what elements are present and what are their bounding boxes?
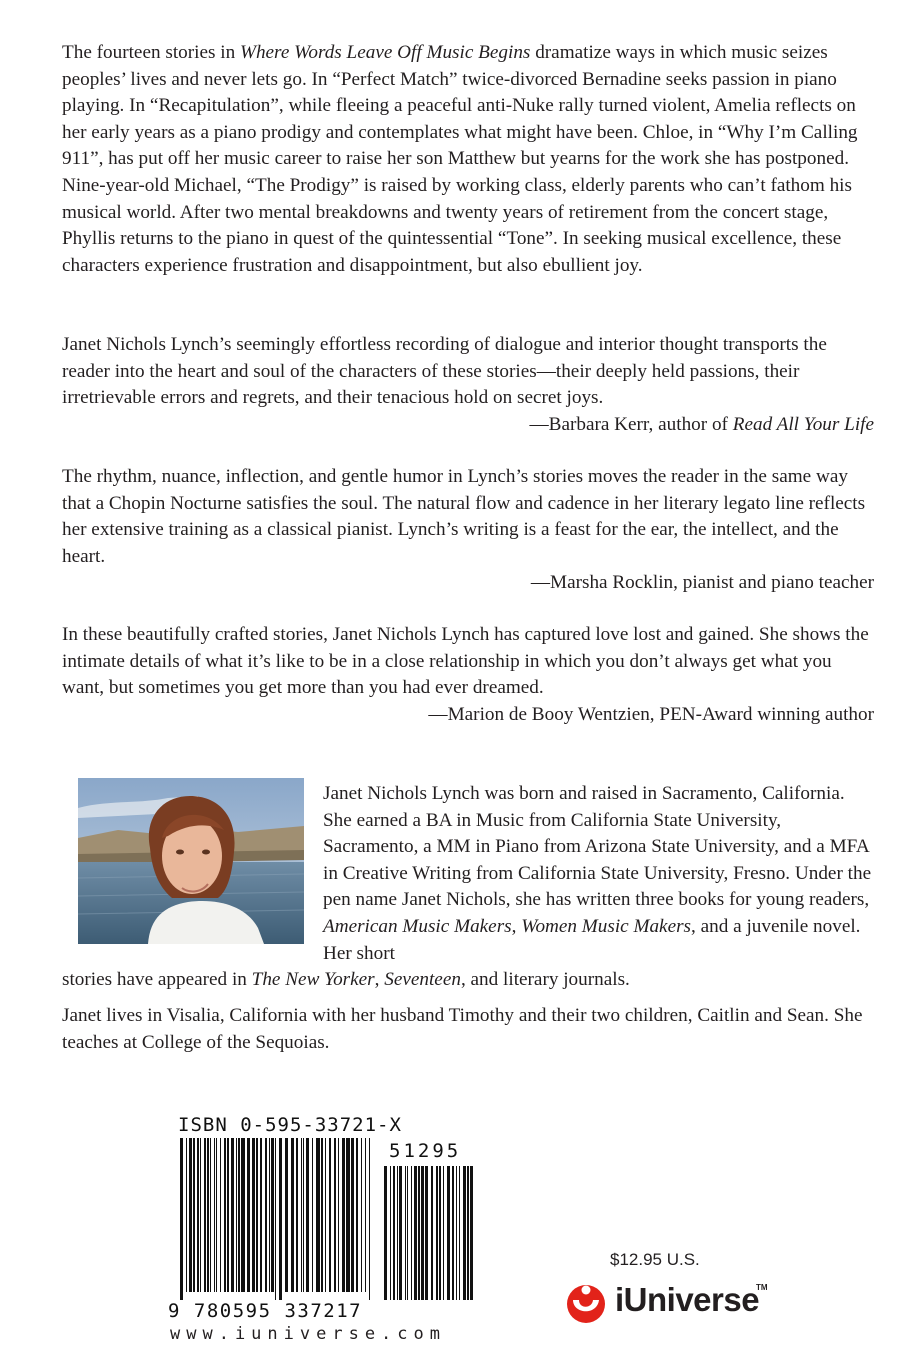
barcode-bar — [220, 1138, 221, 1292]
iuniverse-logo-icon — [565, 1278, 613, 1326]
attribution-name: —Barbara Kerr, author of — [529, 413, 733, 435]
trademark-symbol: TM — [756, 1283, 768, 1292]
barcode-bar — [180, 1138, 183, 1300]
barcode-bar — [306, 1138, 309, 1292]
barcode-bar — [411, 1166, 412, 1300]
barcode-bar — [189, 1138, 192, 1292]
barcode-bar — [238, 1138, 240, 1292]
barcode-bar — [361, 1138, 362, 1292]
barcode-bar — [431, 1166, 433, 1300]
barcode-bar — [384, 1166, 387, 1300]
iuniverse-logo — [565, 1278, 775, 1328]
barcode-bar — [439, 1166, 441, 1300]
isbn-number: ISBN 0-595-33721-X — [178, 1114, 402, 1136]
blurb-text-rest: dramatize ways in which music seizes peoples’ lives and never lets go. In “Perfect Match” twice-divorced Bernadine seeks passion in piano playing. In “Recapitulation”, while fleeing a peaceful anti-Nuke rally turned violent, Amelia reflects on her early years as a piano prodigy and contemplates what might have been. Chloe, in “Why I’m Calling 911”, has put off her music career to raise her son Matthew but yearns for the work she has postponed. Nine-year-old Michael, “The Prodigy” is raised by working class, elderly parents who can’t fathom his musical world. After two mental breakdowns and twenty years of retirement from the concert stage, Phyllis returns to the piano in quest of the quintessential “Tone”. In seeking musical excellence, these characters experience frustration and disappointment, but also ebullient joy. — [62, 42, 858, 276]
review-rocklin — [62, 464, 874, 597]
magazine-seventeen: Seventeen — [384, 969, 461, 990]
barcode-bar — [459, 1166, 460, 1300]
barcode-bar — [399, 1166, 402, 1300]
price-code: 51295 — [389, 1140, 462, 1162]
barcode-bar — [236, 1138, 237, 1292]
barcode-bar — [369, 1138, 370, 1300]
barcode-bar — [414, 1166, 417, 1300]
barcode-bar — [407, 1166, 408, 1300]
barcode-bar — [321, 1138, 323, 1292]
attribution-book-title: Read All Your Life — [732, 413, 874, 435]
barcode-bar — [275, 1138, 276, 1300]
barcode-bar — [285, 1138, 288, 1292]
book-women-music-makers: Women Music Makers — [521, 915, 692, 937]
review-text: Janet Nichols Lynch’s seemingly effortless recording of dialogue and interior thought transports the reader into the heart and soul of the characters of these stories—their deeply held passions, their irretrievable errors and regrets, and their tenacious hold on secret joys. — [62, 334, 827, 409]
barcode-bar — [193, 1138, 195, 1292]
barcode-bar — [452, 1166, 454, 1300]
logo-wordmark: iUniverse — [615, 1281, 760, 1318]
author-bio — [323, 781, 875, 967]
barcode-bar — [342, 1138, 345, 1292]
barcode-bar — [207, 1138, 209, 1292]
magazine-new-yorker: The New Yorker — [251, 969, 375, 990]
barcode-bar — [418, 1166, 420, 1300]
barcode-bar — [296, 1138, 298, 1292]
review-text: In these beautifully crafted stories, Janet Nichols Lynch has captured love lost and gained. She shows the intimate details of what it’s like to be in a close relationship in which you don’t always get what you want, but sometimes you get more than you had ever dreamed. — [62, 624, 869, 699]
book-title: Where Words Leave Off Music Begins — [239, 42, 531, 63]
barcode-bar — [329, 1138, 331, 1292]
price-label: $12.95 U.S. — [610, 1250, 700, 1269]
barcode-bar — [390, 1166, 391, 1300]
barcode-bar — [346, 1138, 350, 1292]
barcode-bar — [210, 1138, 211, 1292]
bio-text-end: , and literary journals. — [460, 969, 630, 990]
barcode-bar — [231, 1138, 234, 1292]
barcode-bar — [303, 1138, 304, 1292]
barcode-bar — [447, 1166, 450, 1300]
barcode-bar — [405, 1166, 406, 1300]
isbn-barcode — [168, 1114, 478, 1324]
barcode-bar — [325, 1138, 326, 1292]
book-american-music-makers: American Music Makers — [323, 915, 512, 937]
barcode-bar — [204, 1138, 206, 1292]
blurb-paragraph — [62, 40, 874, 279]
barcode-bar — [279, 1138, 282, 1300]
ean-digits: 9 780595 337217 — [168, 1300, 363, 1322]
barcode-bar — [356, 1138, 358, 1292]
barcode-bar — [247, 1138, 250, 1292]
barcode-bar — [456, 1166, 457, 1300]
barcode-bar — [393, 1166, 395, 1300]
barcode-bar — [312, 1138, 313, 1292]
barcode-bar — [271, 1138, 274, 1292]
barcode-bar — [256, 1138, 258, 1292]
review-attribution — [62, 412, 874, 439]
barcode-bar — [397, 1166, 398, 1300]
review-kerr — [62, 332, 874, 438]
barcode-bar — [421, 1166, 424, 1300]
blurb-text-start: The fourteen stories in — [62, 42, 240, 63]
author-bio-family: Janet lives in Visalia, California with her husband Timothy and their two children, Caitlin and Sean. She teaches at College of the Sequoias. — [62, 1005, 863, 1053]
bio-text-cont: , and a juvenile novel. Her short — [323, 915, 861, 964]
review-attribution: —Marion de Booy Wentzien, PEN-Award winning author — [428, 703, 874, 725]
barcode-bar — [186, 1138, 187, 1292]
barcode-bar — [443, 1166, 444, 1300]
barcode-bar — [241, 1138, 245, 1292]
barcode-bar — [260, 1138, 262, 1292]
barcode-bar — [200, 1138, 201, 1292]
barcode-bar — [197, 1138, 199, 1292]
publisher-website: www.iuniverse.com — [170, 1324, 446, 1344]
barcode-bar — [334, 1138, 336, 1292]
barcode-bar — [316, 1138, 320, 1292]
author-photo — [78, 778, 304, 944]
barcode-bar — [301, 1138, 302, 1292]
barcode-bar — [470, 1166, 473, 1300]
barcode-bar — [252, 1138, 255, 1292]
author-photo-illustration — [78, 778, 304, 944]
barcode-bar — [351, 1138, 354, 1292]
barcode-bar — [467, 1166, 469, 1300]
barcode-bar — [227, 1138, 229, 1292]
bio-separator: , — [374, 969, 385, 990]
bio-separator: , — [511, 915, 522, 937]
barcode-bar — [224, 1138, 226, 1292]
barcode-bar — [425, 1166, 428, 1300]
barcode-bar — [436, 1166, 438, 1300]
barcode-bar — [463, 1166, 466, 1300]
barcode-bar — [291, 1138, 294, 1292]
review-wentzien — [62, 622, 874, 728]
review-text: The rhythm, nuance, inflection, and gentle humor in Lynch’s stories moves the reader in the same way that a Chopin Nocturne satisfies the soul. The natural flow and cadence in her literary legato line reflects her extensive training as a classical pianist. Lynch’s writing is a feast for the ear, the intellect, and the heart. — [62, 466, 866, 567]
barcode-bar — [338, 1138, 339, 1292]
barcode-bar — [216, 1138, 217, 1292]
barcode-bar — [214, 1138, 215, 1292]
barcode-bar — [365, 1138, 366, 1292]
barcode-bar — [265, 1138, 267, 1292]
bio-text: Janet Nichols Lynch was born and raised in Sacramento, California. She earned a BA in Music from California State University, Sacramento, a MM in Piano from Arizona State University, and a MFA in Creative Writing from California State University, Fresno. Under the pen name Janet Nichols, she has written three books for young readers, — [323, 783, 872, 911]
barcode-bar — [269, 1138, 270, 1292]
review-attribution: —Marsha Rocklin, pianist and piano teacher — [530, 572, 874, 594]
bio-text: stories have appeared in — [62, 969, 252, 990]
author-bio-continued — [62, 967, 874, 994]
